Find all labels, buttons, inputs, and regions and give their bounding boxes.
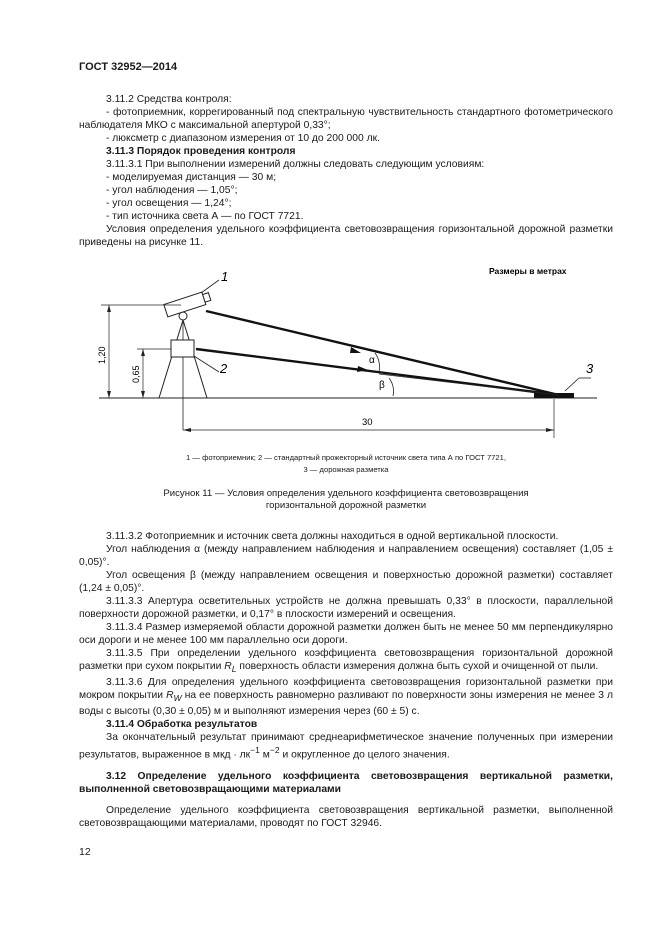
beta-arc [389, 378, 394, 396]
paragraph: Определение удельного коэффициента световозвращения вертикальной разметки, выполненной световозвращающими материалами, проводят по ГОСТ 32946. [79, 804, 613, 829]
section-heading: 3.11.3 Порядок проведения контроля [106, 146, 296, 157]
list-item: - моделируемая дистанция — 30 м; [106, 172, 277, 183]
light-source [171, 340, 194, 357]
bottom-text-block [79, 530, 613, 830]
caption-line: Рисунок 11 — Условия определения удельного коэффициента световозвращения [163, 488, 529, 499]
page-number: 12 [79, 846, 91, 858]
legend-line: 3 — дорожная разметка [303, 465, 389, 474]
alpha-arc [375, 353, 380, 372]
illumination-line [196, 349, 559, 395]
paragraph: 3.11.3.2 Фотоприемник и источник света должны находиться в одной вертикальной плоскости. [106, 531, 559, 542]
paragraph: 3.11.3.4 Размер измеряемой области дорожной разметки должен быть не менее 50 мм перпендикулярно оси дороги и не менее 100 мм параллельно оси дороги. [79, 622, 613, 646]
dim-distance-label: 30 [362, 417, 373, 428]
paragraph: 3.11.3.3 Апертура осветительных устройств не должна превышать 0,33° в плоскости, параллельной поверхности дорожной разметки, и 0,17° в плоскости измерений и освещения. [79, 596, 613, 620]
tripod-leg [183, 320, 207, 398]
label-1: 1 [221, 269, 229, 284]
list-item: - угол освещения — 1,24°; [106, 198, 232, 209]
section-heading: 3.12 Определение удельного коэффициента световозвращения вертикальной разметки, выполненной световозвращающими материалами [79, 770, 613, 795]
list-item: - угол наблюдения — 1,05°; [106, 185, 238, 196]
angle-alpha-label: α [369, 355, 375, 366]
legend-line: 1 — фотоприемник; 2 — стандартный прожекторный источник света типа А по ГОСТ 7721, [186, 453, 506, 462]
paragraph: Условия определения удельного коэффициента световозвращения горизонтальной дорожной разметки приведены на рисунке 11. [79, 224, 613, 248]
dim-height-source-label: 0,65 [131, 365, 141, 383]
paragraph: - фотоприемник, коррегированный под спектральную чувствительность стандартного фотометрического наблюдателя МКО с максимальной апертурой 0,33°; [79, 107, 613, 131]
horizontal-reference-line [379, 374, 559, 395]
dim-height-total-label: 1,20 [97, 346, 107, 364]
paragraph: 3.11.3.6 Для определения удельного коэффициента световозвращения горизонтальной разметки при мокром покрытии $R_W$ на ее поверхность равномерно разливают по поверхности зоны измерения не менее 3 л воды с высоты (0,30 ± 0,05) м и выполняют измерения через (60 ± 5) с. [79, 677, 613, 718]
section-heading: 3.11.4 Обработка результатов [106, 719, 258, 731]
angle-beta-label: β [379, 380, 385, 391]
symbol-r: R [224, 661, 232, 672]
symbol-r: R [166, 690, 174, 702]
paragraph: 3.11.3.1 При выполнении измерений должны следовать следующим условиям: [106, 159, 485, 170]
photoreceiver [164, 290, 212, 317]
list-item: - тип источника света А — по ГОСТ 7721. [106, 211, 304, 222]
paragraph: Угол наблюдения α (между направлением наблюдения и направлением освещения) составляет (1,05 ± 0,05)°. [79, 544, 613, 568]
units-label: Размеры в метрах [489, 266, 567, 276]
leader-line-1 [201, 280, 219, 293]
label-2: 2 [220, 361, 228, 376]
leader-line-3 [565, 378, 579, 391]
paragraph: 3.11.3.5 При определении удельного коэффициента световозвращения горизонтальной дорожной разметки при сухом покрытии $R_L$ поверхность области измерения должна быть сухой и очищенной от пыли. [79, 648, 613, 675]
paragraph: - люксметр с диапазоном измерения от 10 до 200 000 лк. [106, 133, 380, 144]
paragraph: За окончательный результат принимают среднеарифметическое значение полученных при измерении результатов, выраженное в мкд · $лк^{-1}$ $м^{-2}$ и округленное до целого значения. [79, 732, 613, 761]
paragraph: 3.11.2 Средства контроля: [106, 94, 232, 105]
top-text-block [79, 93, 613, 249]
figure-legend [79, 452, 613, 476]
tripod-leg [159, 320, 183, 398]
caption-line: горизонтальной дорожной разметки [265, 500, 427, 511]
figure-11-diagram [79, 258, 613, 448]
paragraph: Угол освещения β (между направлением освещения и поверхностью дорожной разметки) составляет (1,24 ± 0,05)°. [79, 570, 613, 594]
label-3: 3 [586, 361, 594, 376]
document-header: ГОСТ 32952—2014 [79, 61, 178, 73]
figure-caption [79, 488, 613, 512]
